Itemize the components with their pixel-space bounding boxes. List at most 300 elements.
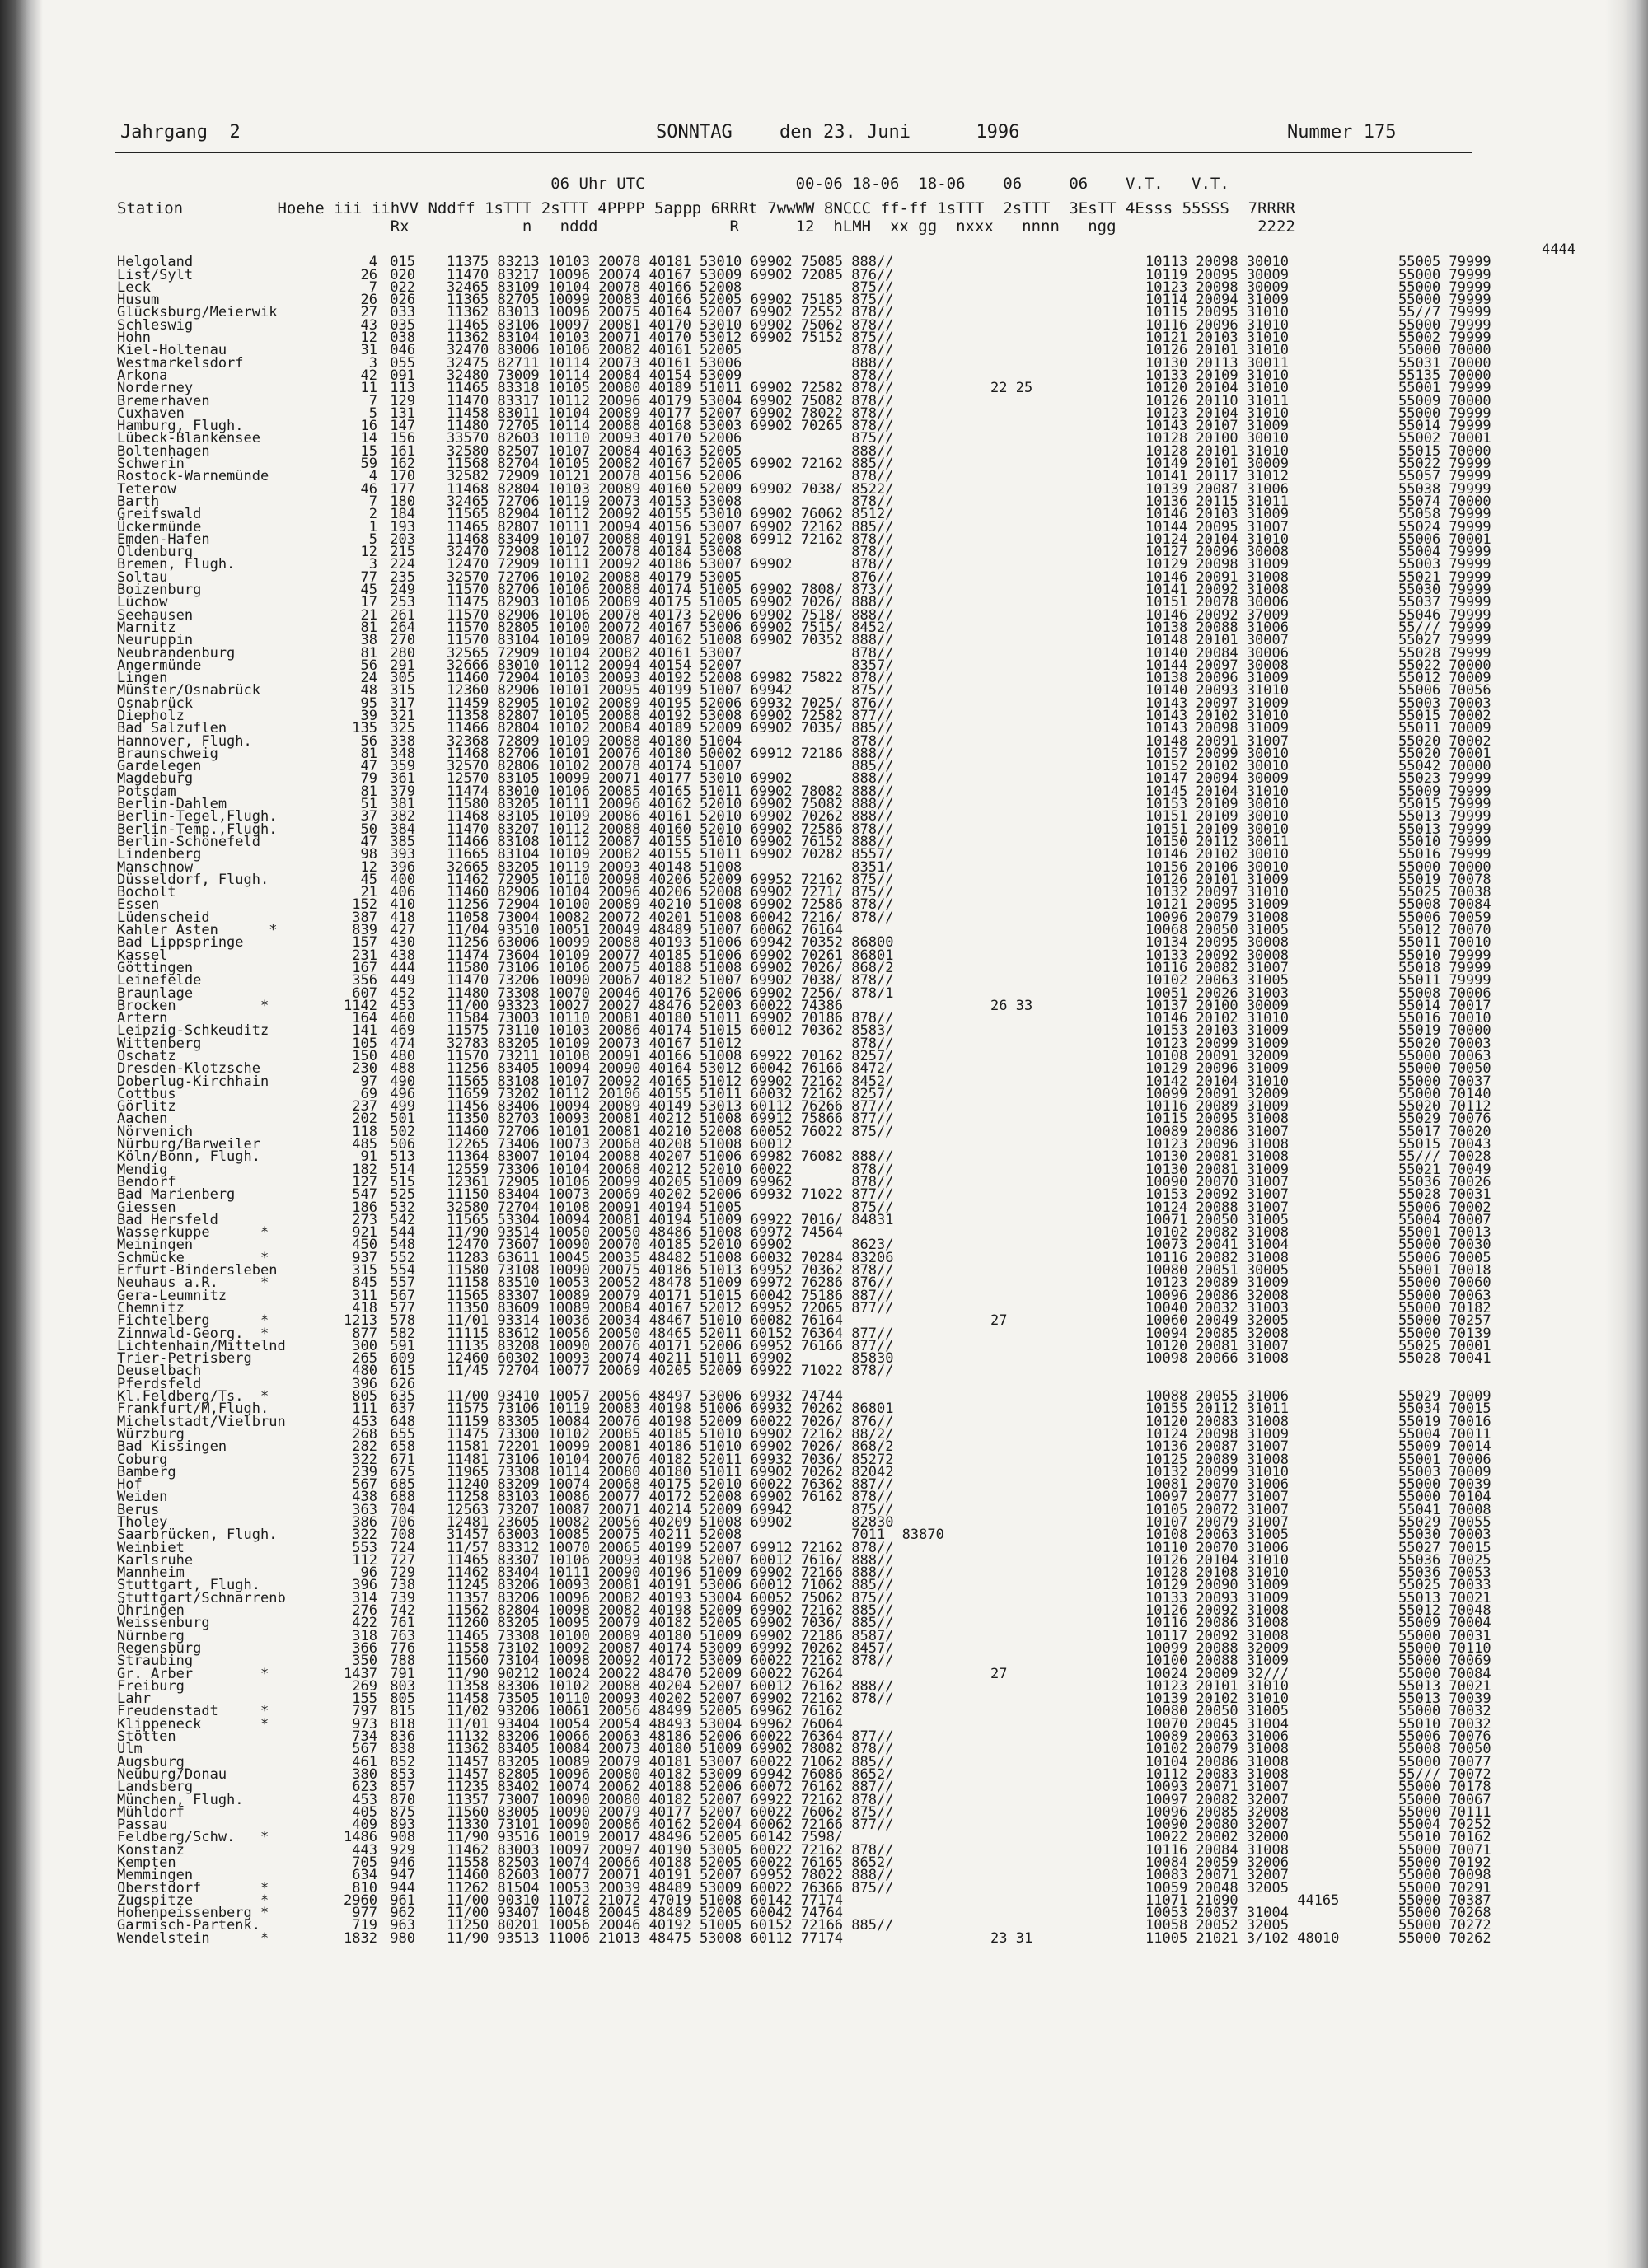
elevation: 315 [352, 1262, 377, 1279]
period-groups: 55000 70192 [1398, 1854, 1491, 1871]
temperature-groups: 10152 20102 30010 [1145, 758, 1289, 775]
period-groups: 55001 70013 [1398, 1224, 1491, 1242]
synop-groups: 11462 72905 10110 20098 40206 52009 69952 72162 875// [447, 871, 894, 888]
synop-groups: 32665 83205 10119 20093 40148 51008 8351/ [447, 858, 894, 876]
elevation: 705 [352, 1854, 377, 1871]
temperature-groups: 10123 20104 31010 [1145, 404, 1289, 422]
elevation: 3 [368, 354, 377, 372]
station-name: Gera-Leumnitz [117, 1287, 227, 1304]
synop-groups: 12360 82906 10101 20095 40199 51007 69942 875// [447, 682, 894, 699]
period-groups: 55041 70008 [1398, 1501, 1491, 1518]
elevation: 409 [352, 1817, 377, 1834]
station-name: Giessen [117, 1199, 176, 1216]
station-name: Braunlage [117, 984, 194, 1002]
synop-groups: 11580 73106 10106 20075 40188 51008 69902 7026/ 868/2 [447, 959, 894, 976]
temperature-groups: 10126 20101 31010 [1145, 342, 1289, 359]
temperature-groups: 10124 20088 31007 [1145, 1199, 1289, 1216]
temperature-groups: 10130 20113 30011 [1145, 354, 1289, 372]
station-id: 474 [390, 1035, 415, 1052]
station-name: Kahler Asten * [117, 922, 278, 939]
synop-groups: 12481 23605 10082 20056 40209 51008 69902 82830 [447, 1513, 894, 1531]
station-name: Bremerhaven [117, 392, 210, 409]
station-name: Zinnwald-Georg. * [117, 1325, 269, 1342]
station-id: 444 [390, 959, 415, 976]
station-name: Cuxhaven [117, 404, 185, 422]
synop-groups: 11158 83510 10053 20052 48478 51009 69972 76286 876// [447, 1274, 894, 1292]
station-name: Marnitz [117, 619, 176, 636]
temperature-groups: 10139 20102 31010 [1145, 1690, 1289, 1708]
period-groups: 55010 79999 [1398, 833, 1491, 850]
period-groups: 55023 79999 [1398, 770, 1491, 788]
period-groups: 55/// 70028 [1398, 1148, 1491, 1166]
temperature-groups: 10151 20109 30010 [1145, 821, 1289, 838]
temperature-groups: 10138 20088 31006 [1145, 619, 1289, 636]
period-groups: 55025 70001 [1398, 1337, 1491, 1354]
station-id: 577 [390, 1299, 415, 1316]
station-name: Lindenberg [117, 846, 202, 863]
elevation: 1142 [344, 997, 377, 1014]
station-name: Bamberg [117, 1463, 176, 1480]
synop-groups: 11256 72904 10100 20089 40210 51008 69902 72586 878// [447, 896, 894, 914]
temperature-groups: 10143 20107 31009 [1145, 418, 1289, 435]
station-name: Saarbrücken, Flugh. [117, 1527, 278, 1544]
period-groups: 55021 79999 [1398, 568, 1491, 586]
period-groups: 55015 70002 [1398, 707, 1491, 724]
temperature-groups: 10136 20115 31011 [1145, 493, 1289, 510]
period-groups: 55003 79999 [1398, 556, 1491, 573]
synop-groups: 11/45 72704 10077 20069 40205 52009 69922 71022 878// [447, 1363, 894, 1380]
station-id: 548 [390, 1237, 415, 1254]
elevation: 461 [352, 1753, 377, 1770]
station-name: Coburg [117, 1451, 168, 1468]
period-groups: 55000 70140 [1398, 1085, 1491, 1102]
table-row [117, 1690, 1608, 1708]
column-header-line-1: 06 Uhr UTC 00-06 18-06 18-06 06 06 V.T. V.T. [117, 175, 1229, 193]
station-id: 317 [390, 694, 415, 712]
elevation: 38 [360, 632, 377, 649]
period-groups: 55000 70182 [1398, 1299, 1491, 1316]
period-groups: 55000 70268 [1398, 1905, 1491, 1922]
synop-groups: 12460 60302 10093 20074 40211 51011 69902 85830 [447, 1350, 894, 1368]
period-groups: 55008 70006 [1398, 984, 1491, 1002]
temperature-groups: 10150 20112 30011 [1145, 833, 1289, 850]
temperature-groups: 10126 20110 31011 [1145, 392, 1289, 409]
synop-groups: 11058 73004 10082 20072 40201 51008 60042 7216/ 878// [447, 909, 894, 926]
temperature-groups: 10105 20072 31007 [1145, 1501, 1289, 1518]
station-name: Schmücke * [117, 1249, 269, 1266]
temperature-groups: 10151 20078 30006 [1145, 594, 1289, 611]
station-name: Frankfurt/M,Flugh. [117, 1401, 269, 1418]
synop-groups: 11459 82905 10102 20089 40195 52006 69932 7025/ 876// [447, 694, 894, 712]
temperature-groups: 10151 20109 30010 [1145, 808, 1289, 825]
station-id: 791 [390, 1665, 415, 1682]
elevation: 553 [352, 1539, 377, 1556]
station-name: Bendorf [117, 1173, 176, 1190]
station-id: 501 [390, 1111, 415, 1128]
temperature-groups: 10128 20108 31010 [1145, 1564, 1289, 1582]
gust-pair: 27 [990, 1665, 1008, 1682]
elevation: 547 [352, 1186, 377, 1204]
station-id: 946 [390, 1854, 415, 1871]
station-name: Ückermünde [117, 518, 202, 535]
temperature-groups: 10137 20100 30009 [1145, 997, 1289, 1014]
elevation: 12 [360, 858, 377, 876]
elevation: 607 [352, 984, 377, 1002]
station-name: Trier-Petrisberg [117, 1350, 252, 1368]
column-header-line-2: Station Hoehe iii iihVV Nddff 1sTTT 2sTTT 4PPPP 5appp 6RRRt 7wwWW 8NCCC ff-ff 1sTTT 2sTTT 3EsTT 4Esss 55SSS 7RRRR [117, 199, 1295, 217]
temperature-groups: 10123 20101 31010 [1145, 1677, 1289, 1695]
period-groups: 55000 70000 [1398, 342, 1491, 359]
station-id: 637 [390, 1401, 415, 1418]
station-name: Oschatz [117, 1048, 176, 1064]
elevation: 186 [352, 1199, 377, 1216]
elevation: 1832 [344, 1929, 377, 1947]
station-name: Göttingen [117, 959, 194, 976]
temperature-groups: 10107 20079 31007 [1145, 1513, 1289, 1531]
elevation: 567 [352, 1476, 377, 1494]
station-id: 488 [390, 1060, 415, 1078]
station-id: 147 [390, 418, 415, 435]
period-groups: 55020 70002 [1398, 732, 1491, 750]
synop-groups: 11132 83206 10066 20063 48186 52006 60022 76364 877// [447, 1728, 894, 1746]
station-id: 671 [390, 1451, 415, 1468]
elevation: 4 [368, 254, 377, 271]
elevation: 7 [368, 392, 377, 409]
temperature-groups: 10143 20098 31009 [1145, 720, 1289, 737]
period-groups: 55001 79999 [1398, 380, 1491, 397]
synop-groups: 11256 63006 10099 20088 40193 51006 69942 70352 86800 [447, 934, 894, 952]
station-id: 980 [390, 1929, 415, 1947]
synop-groups: 11468 82804 10103 20089 40160 52009 69902 7038/ 8522/ [447, 480, 894, 498]
station-name: Bremen, Flugh. [117, 556, 236, 573]
station-name: Manschnow [117, 858, 194, 876]
elevation: 42 [360, 367, 377, 384]
temperature-groups: 10116 20086 31008 [1145, 1615, 1289, 1632]
temperature-groups: 10143 20102 31010 [1145, 707, 1289, 724]
synop-groups: 11468 83409 10107 20088 40191 52008 69912 72162 878// [447, 531, 894, 548]
station-name: Hamburg, Flugh. [117, 418, 244, 435]
synop-groups: 11565 53304 10094 20081 40194 51009 69922 7016/ 84831 [447, 1211, 894, 1228]
elevation: 977 [352, 1905, 377, 1922]
station-id: 382 [390, 808, 415, 825]
synop-groups: 11466 82804 10102 20084 40189 52009 69902 7035/ 885// [447, 720, 894, 737]
period-groups: 55036 70025 [1398, 1551, 1491, 1569]
station-name: Passau [117, 1817, 168, 1834]
temperature-groups: 10130 20081 31009 [1145, 1161, 1289, 1178]
period-groups: 55022 79999 [1398, 456, 1491, 473]
elevation: 51 [360, 796, 377, 813]
elevation: 81 [360, 644, 377, 662]
temperature-groups: 10040 20032 31003 [1145, 1299, 1289, 1316]
station-name: Berlin-Dahlem [117, 796, 227, 813]
period-groups: 55001 70018 [1398, 1262, 1491, 1279]
synop-groups: 11474 83010 10106 20085 40165 51011 69902 78082 888// [447, 783, 894, 800]
elevation: 318 [352, 1627, 377, 1644]
period-groups: 55006 70002 [1398, 1199, 1491, 1216]
temperature-groups: 10120 20081 31007 [1145, 1337, 1289, 1354]
station-name: Bad Kissingen [117, 1438, 227, 1456]
station-name: Deuselbach [117, 1363, 202, 1380]
station-id: 838 [390, 1741, 415, 1758]
station-id: 929 [390, 1841, 415, 1859]
synop-groups: 11565 83307 10089 20079 40171 51015 60042 75186 887// [447, 1287, 894, 1304]
period-groups: 55020 70112 [1398, 1098, 1491, 1115]
station-id: 184 [390, 506, 415, 523]
station-name: Wasserkuppe * [117, 1224, 269, 1242]
station-name: Potsdam [117, 783, 176, 800]
elevation: 443 [352, 1841, 377, 1859]
synop-groups: 32580 82507 10107 20084 40163 52005 888// [447, 442, 894, 460]
station-id: 499 [390, 1098, 415, 1115]
gust-pair: 26 33 [990, 997, 1033, 1014]
synop-groups: 12559 73306 10104 20068 40212 52010 60022 878// [447, 1161, 894, 1178]
station-id: 129 [390, 392, 415, 409]
synop-groups: 11/90 90212 10024 20022 48470 52009 60022 76264 [447, 1665, 844, 1682]
station-id: 022 [390, 278, 415, 296]
station-id: 449 [390, 972, 415, 989]
elevation: 1437 [344, 1665, 377, 1682]
station-name: Seehausen [117, 606, 194, 624]
synop-groups: 32570 72706 10102 20088 40179 53005 876// [447, 568, 894, 586]
synop-groups: 11/01 93314 10036 20034 48467 51010 60082 76164 [447, 1312, 844, 1330]
synop-groups: 11/02 93206 10061 20056 48499 52005 69962 76162 [447, 1703, 844, 1720]
elevation: 396 [352, 1375, 377, 1392]
station-name: Kempten [117, 1854, 176, 1871]
synop-groups: 11245 83206 10093 20081 40191 53006 60012 71062 885// [447, 1577, 894, 1594]
period-groups: 55010 70032 [1398, 1715, 1491, 1733]
station-name: Lichtenhain/Mittelnd [117, 1337, 286, 1354]
temperature-groups: 10129 20090 31009 [1145, 1577, 1289, 1594]
elevation: 14 [360, 430, 377, 447]
period-groups: 55008 70084 [1398, 896, 1491, 914]
elevation: 50 [360, 821, 377, 838]
temperature-groups: 10128 20101 31010 [1145, 442, 1289, 460]
elevation: 96 [360, 1564, 377, 1582]
elevation: 422 [352, 1615, 377, 1632]
elevation: 164 [352, 1010, 377, 1027]
period-groups: 55000 70037 [1398, 1073, 1491, 1090]
period-groups: 55000 70077 [1398, 1753, 1491, 1770]
table-row [117, 1917, 1608, 1934]
station-name: Bocholt [117, 884, 176, 901]
elevation: 47 [360, 833, 377, 850]
temperature-groups: 10141 20117 31012 [1145, 468, 1289, 485]
synop-groups: 11580 83205 10111 20096 40162 52010 69902 75082 888// [447, 796, 894, 813]
station-name: Stötten [117, 1728, 176, 1746]
period-groups: 55000 79999 [1398, 316, 1491, 334]
station-id: 253 [390, 594, 415, 611]
station-id: 875 [390, 1803, 415, 1821]
elevation: 112 [352, 1551, 377, 1569]
period-groups: 55024 79999 [1398, 518, 1491, 535]
station-name: München, Flugh. [117, 1791, 244, 1808]
station-id: 381 [390, 796, 415, 813]
period-groups: 55011 70009 [1398, 720, 1491, 737]
synop-groups: 11/57 83312 10070 20065 40199 52007 69912 72162 878// [447, 1539, 894, 1556]
elevation: 485 [352, 1136, 377, 1153]
temperature-groups: 10116 20082 31007 [1145, 959, 1289, 976]
station-name: Stuttgart, Flugh. [117, 1577, 260, 1594]
page-edge [1605, 0, 1648, 2268]
synop-groups: 32666 83010 10112 20094 40154 52007 8357/ [447, 657, 894, 674]
temperature-groups: 10081 20070 31006 [1145, 1476, 1289, 1494]
station-id: 170 [390, 468, 415, 485]
station-id: 315 [390, 682, 415, 699]
station-id: 609 [390, 1350, 415, 1368]
temperature-groups: 10102 20063 31005 [1145, 972, 1289, 989]
elevation: 105 [352, 1035, 377, 1052]
station-name: Helgoland [117, 254, 194, 271]
station-id: 739 [390, 1589, 415, 1606]
synop-groups: 12470 73607 10090 20070 40185 52010 69902 8623/ [447, 1237, 894, 1254]
synop-groups: 32783 83205 10109 20073 40167 51012 878// [447, 1035, 894, 1052]
station-id: 836 [390, 1728, 415, 1746]
station-id: 427 [390, 922, 415, 939]
station-id: 033 [390, 304, 415, 321]
synop-groups: 12470 72909 10111 20092 40186 53007 69902 878// [447, 556, 894, 573]
station-id: 180 [390, 493, 415, 510]
elevation: 47 [360, 758, 377, 775]
station-id: 578 [390, 1312, 415, 1330]
elevation: 322 [352, 1527, 377, 1544]
synop-groups: 11/00 93407 10048 20045 48489 52005 60042 74764 [447, 1905, 844, 1922]
elevation: 5 [368, 404, 377, 422]
temperature-groups: 10090 20070 31007 [1145, 1173, 1289, 1190]
station-name: Diepholz [117, 707, 185, 724]
station-id: 215 [390, 544, 415, 561]
station-id: 379 [390, 783, 415, 800]
period-groups: 55038 79999 [1398, 480, 1491, 498]
period-groups: 55025 70033 [1398, 1577, 1491, 1594]
synop-groups: 11462 83003 10097 20097 40190 53005 60022 72162 878// [447, 1841, 894, 1859]
station-id: 156 [390, 430, 415, 447]
station-name: Memmingen [117, 1867, 194, 1884]
elevation: 314 [352, 1589, 377, 1606]
period-groups: 55018 79999 [1398, 959, 1491, 976]
elevation: 45 [360, 582, 377, 599]
elevation: 268 [352, 1425, 377, 1443]
period-groups: 55042 70000 [1398, 758, 1491, 775]
elevation: 734 [352, 1728, 377, 1746]
synop-groups: 11460 82906 10104 20096 40206 52008 69902 7271/ 875// [447, 884, 894, 901]
station-name: Meiningen [117, 1237, 194, 1254]
period-groups: 55009 70000 [1398, 392, 1491, 409]
station-id: 947 [390, 1867, 415, 1884]
station-name: Regensburg [117, 1639, 202, 1657]
elevation: 17 [360, 594, 377, 611]
station-id: 359 [390, 758, 415, 775]
station-name: Lahr [117, 1690, 151, 1708]
period-groups: 55002 70001 [1398, 430, 1491, 447]
period-groups: 55/// 70072 [1398, 1765, 1491, 1783]
period-groups: 55001 70006 [1398, 1451, 1491, 1468]
period-groups: 55000 70069 [1398, 1653, 1491, 1670]
synop-groups: 11364 83007 10104 20088 40207 51006 69982 76082 888// [447, 1148, 894, 1166]
station-id: 724 [390, 1539, 415, 1556]
synop-groups: 12265 73406 10073 20068 40208 51008 60012 [447, 1136, 902, 1153]
period-groups: 55003 70003 [1398, 694, 1491, 712]
elevation: 56 [360, 657, 377, 674]
elevation: 157 [352, 934, 377, 952]
temperature-groups: 10128 20100 30010 [1145, 430, 1289, 447]
station-id: 438 [390, 947, 415, 964]
elevation: 15 [360, 442, 377, 460]
period-groups: 55000 70067 [1398, 1791, 1491, 1808]
period-groups: 55013 79999 [1398, 808, 1491, 825]
station-name: Düsseldorf, Flugh. [117, 871, 269, 888]
temperature-groups: 10146 20092 37009 [1145, 606, 1289, 624]
synop-groups: 32480 73009 10114 20084 40154 53009 878// [447, 367, 894, 384]
station-name: Cottbus [117, 1085, 176, 1102]
synop-groups: 11465 83307 10106 20093 40198 52007 60012 7616/ 888// [447, 1551, 894, 1569]
temperature-groups: 10124 20104 31010 [1145, 531, 1289, 548]
elevation: 269 [352, 1677, 377, 1695]
station-name: Leipzig-Schkeuditz [117, 1022, 269, 1040]
temperature-groups: 10108 20091 32009 [1145, 1048, 1289, 1064]
synop-groups: 11575 73106 10119 20083 40198 51006 69932 70262 86801 [447, 1401, 894, 1418]
elevation: 634 [352, 1867, 377, 1884]
temperature-groups: 10143 20097 31009 [1145, 694, 1289, 712]
synop-groups: 11240 83209 10074 20068 40175 52010 60022 76362 887// [447, 1476, 894, 1494]
period-groups: 55015 70000 [1398, 442, 1491, 460]
synop-groups: 11481 73106 10104 20076 40182 52011 69932 7036/ 85272 [447, 1451, 894, 1468]
synop-groups: 11330 73101 10090 20086 40162 52004 60062 72166 877// [447, 1817, 894, 1834]
elevation: 396 [352, 1577, 377, 1594]
period-groups: 55015 70043 [1398, 1136, 1491, 1153]
station-id: 035 [390, 316, 415, 334]
station-id: 270 [390, 632, 415, 649]
elevation: 77 [360, 568, 377, 586]
temperature-groups: 10093 20071 31007 [1145, 1779, 1289, 1796]
station-name: Lüdenscheid [117, 909, 210, 926]
temperature-groups: 10134 20095 30008 [1145, 934, 1289, 952]
station-id: 514 [390, 1161, 415, 1178]
station-name: Hohenpeissenberg * [117, 1905, 269, 1922]
synop-groups: 11562 82804 10098 20082 40198 52009 69902 72162 885// [447, 1602, 894, 1620]
elevation: 7 [368, 278, 377, 296]
station-id: 496 [390, 1085, 415, 1102]
elevation: 7 [368, 493, 377, 510]
temperature-groups: 10125 20089 31008 [1145, 1451, 1289, 1468]
synop-groups: 11560 83005 10090 20079 40177 52007 60022 76062 875// [447, 1803, 894, 1821]
period-groups: 55074 70000 [1398, 493, 1491, 510]
synop-groups: 11358 83306 10102 20088 40204 52007 60012 76162 888// [447, 1677, 894, 1695]
synop-groups: 11362 83104 10103 20071 40170 53012 69902 75152 875// [447, 330, 894, 347]
elevation: 24 [360, 670, 377, 687]
period-groups: 55000 70110 [1398, 1639, 1491, 1657]
station-id: 406 [390, 884, 415, 901]
period-groups: 55030 79999 [1398, 582, 1491, 599]
temperature-groups: 10116 20096 31010 [1145, 316, 1289, 334]
station-name: Neuburg/Donau [117, 1765, 227, 1783]
period-groups: 55012 70048 [1398, 1602, 1491, 1620]
period-groups: 55020 70003 [1398, 1035, 1491, 1052]
station-name: Erfurt-Bindersleben [117, 1262, 278, 1279]
temperature-groups: 10126 20101 31009 [1145, 871, 1289, 888]
temperature-groups: 10157 20099 30010 [1145, 745, 1289, 762]
station-name: Barth [117, 493, 160, 510]
elevation: 3 [368, 556, 377, 573]
period-groups: 55000 70063 [1398, 1048, 1491, 1064]
elevation: 356 [352, 972, 377, 989]
elevation: 27 [360, 304, 377, 321]
station-name: Hannover, Flugh. [117, 732, 252, 750]
station-id: 203 [390, 531, 415, 548]
period-groups: 55000 70063 [1398, 1287, 1491, 1304]
elevation: 98 [360, 846, 377, 863]
period-groups: 55003 70009 [1398, 1463, 1491, 1480]
temperature-groups: 10144 20095 31007 [1145, 518, 1289, 535]
